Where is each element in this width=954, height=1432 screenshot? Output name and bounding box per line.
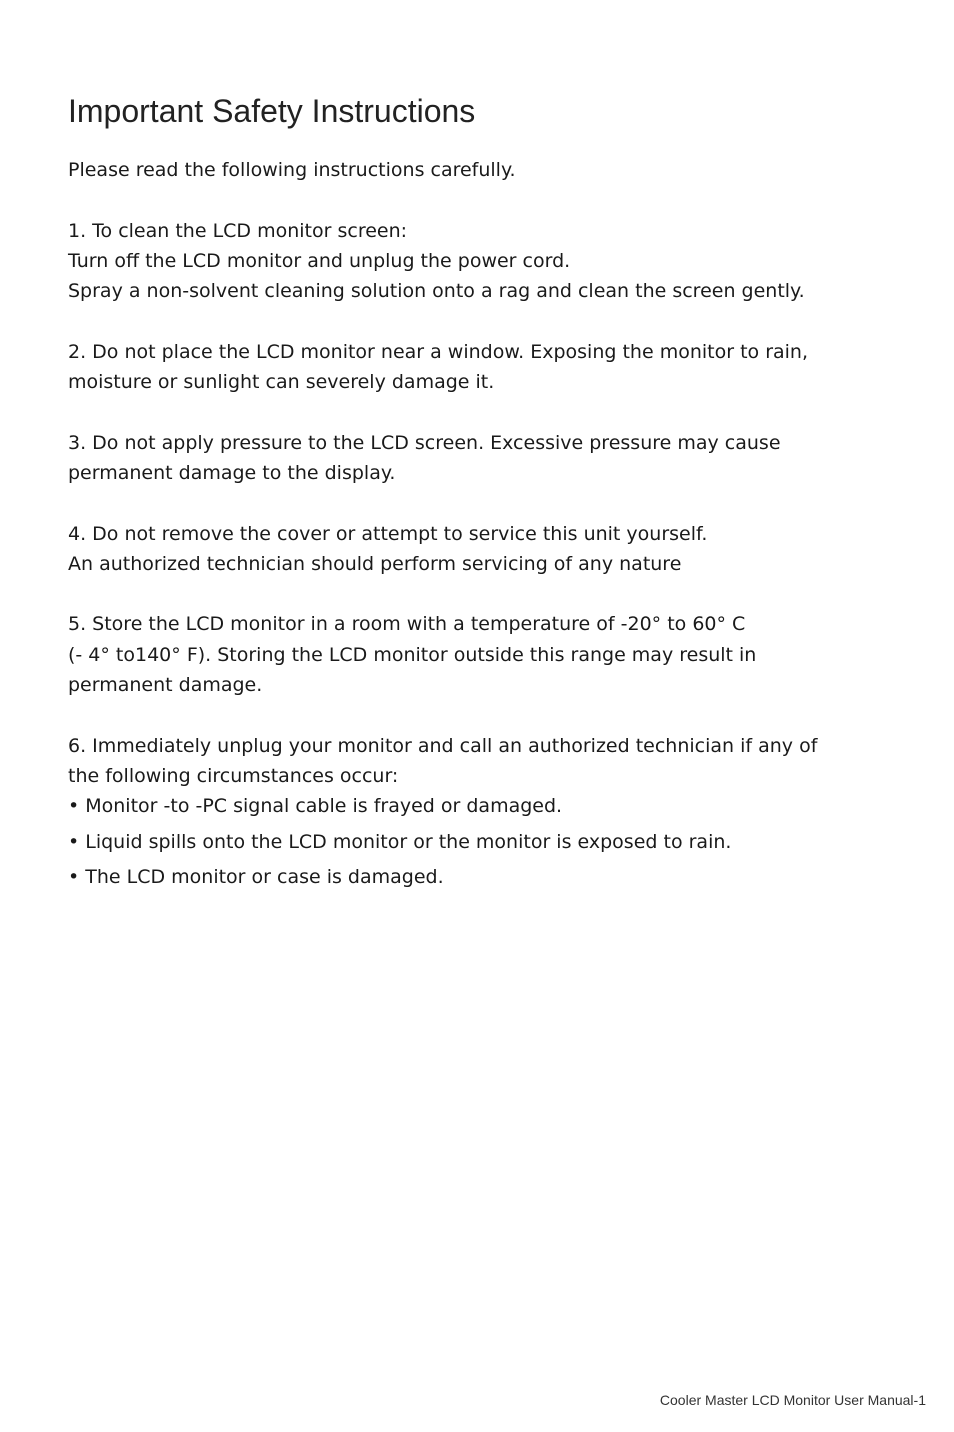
instruction-line: 4. Do not remove the cover or attempt to service this unit yourself. (68, 522, 708, 545)
intro-paragraph (68, 155, 898, 185)
instruction-line: 5. Store the LCD monitor in a room with a temperature of -20° to 60° C (68, 613, 746, 636)
instruction-line: An authorized technician should perform servicing of any nature (68, 552, 682, 575)
instruction-line: Turn off the LCD monitor and unplug the power cord. (68, 249, 571, 272)
instruction-line: 1. To clean the LCD monitor screen: (68, 219, 408, 242)
instruction-line: moisture or sunlight can severely damage it. (68, 371, 495, 394)
instruction-item-4 (68, 519, 898, 580)
list-item: • Monitor -to -PC signal cable is frayed or damaged. (68, 795, 563, 818)
instruction-item-2 (68, 337, 898, 398)
instruction-line: 2. Do not place the LCD monitor near a window. Exposing the monitor to rain, (68, 340, 809, 363)
intro-line: Please read the following instructions carefully. (68, 159, 516, 181)
document-body (68, 155, 898, 897)
instruction-item-3 (68, 428, 898, 489)
instruction-item-6 (68, 731, 898, 792)
instruction-line: permanent damage. (68, 674, 263, 697)
instruction-line: the following circumstances occur: (68, 764, 399, 787)
instruction-line: Spray a non-solvent cleaning solution onto a rag and clean the screen gently. (68, 280, 805, 303)
instruction-item-1 (68, 216, 898, 307)
instruction-line: 3. Do not apply pressure to the LCD screen. Excessive pressure may cause (68, 431, 781, 454)
list-item: • The LCD monitor or case is damaged. (68, 865, 444, 888)
instruction-line: permanent damage to the display. (68, 461, 396, 484)
page-title: Important Safety Instructions (68, 93, 476, 129)
instruction-item-5 (68, 609, 898, 700)
page-footer: Cooler Master LCD Monitor User Manual-1 (659, 1392, 926, 1408)
instruction-line: (- 4° to140° F). Storing the LCD monitor outside this range may result in (68, 643, 757, 666)
list-item: • Liquid spills onto the LCD monitor or the monitor is exposed to rain. (68, 830, 732, 853)
instruction-line: 6. Immediately unplug your monitor and call an authorized technician if any of (68, 734, 818, 757)
circumstances-list (68, 791, 898, 892)
